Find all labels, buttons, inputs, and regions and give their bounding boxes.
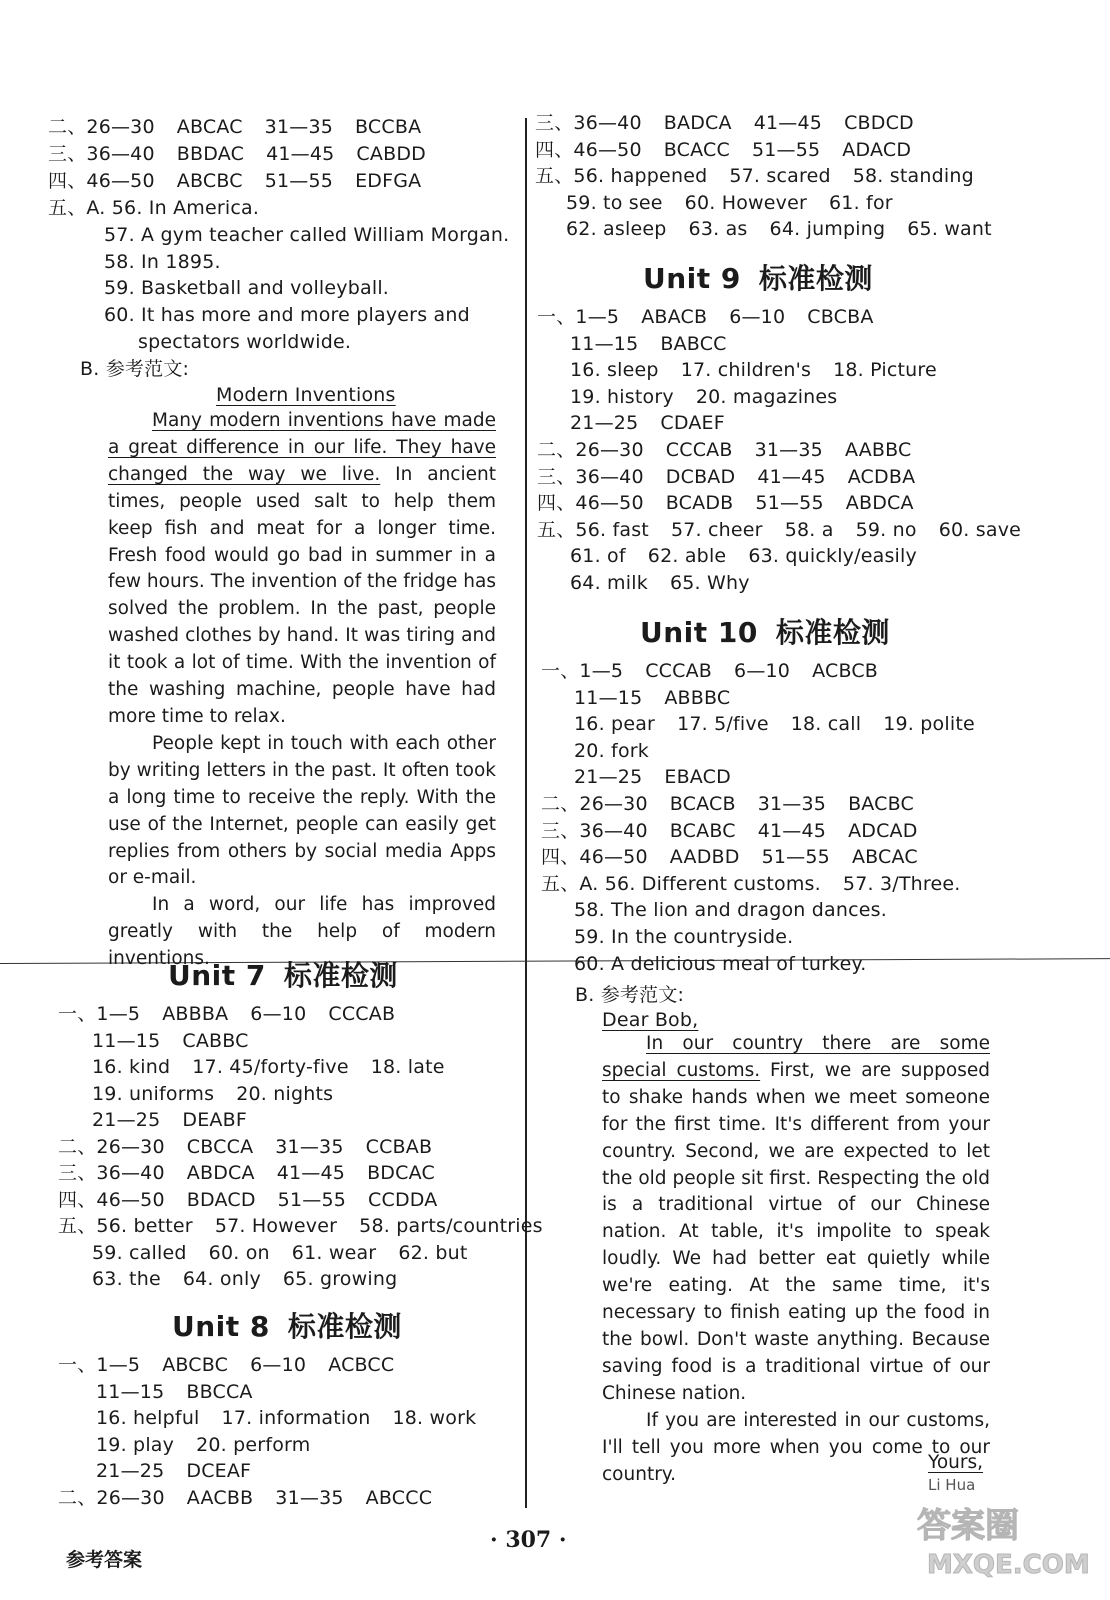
answer-text: AABBC [844, 439, 912, 461]
answer-text: BCCBA [355, 116, 422, 138]
answer-line [537, 491, 914, 515]
unit10-heading: Unit 10 标准检测 [640, 616, 890, 649]
answer-text: 57. cheer [670, 518, 763, 541]
answer-text: ADCAD [848, 819, 918, 842]
answer-text: 41—45 [276, 1162, 346, 1184]
letter-greeting: Dear Bob, [602, 1009, 699, 1031]
answer-text: 65. want [907, 218, 992, 240]
answer-text: 31—35 [275, 1486, 344, 1509]
answer-text: 五、56. happened [535, 165, 708, 187]
answer-text: BBCCA [186, 1380, 253, 1403]
answer-text: 41—45 [266, 142, 335, 165]
watermark-logo-line1: 答案圈 [917, 1506, 1019, 1546]
answer-text: 6—10 [250, 1354, 307, 1376]
answer-line [541, 819, 918, 843]
column-divider [525, 118, 527, 1508]
answer-text: 6—10 [250, 1003, 307, 1025]
answer-text: 62. asleep [566, 218, 667, 240]
answer-line [92, 1055, 445, 1079]
answer-text: 21—25 [92, 1109, 161, 1131]
answer-line [58, 1002, 395, 1026]
answer-text: 51—55 [264, 169, 334, 192]
answer-text: BCACB [669, 793, 736, 815]
essay-paragraph: In a word, our life has improved greatly with the help of modern inventions. [108, 894, 496, 970]
essay-label: B. 参考范文: [80, 358, 190, 380]
answer-text: 二、26—30 [537, 439, 644, 461]
answer-text: 31—35 [275, 1135, 344, 1158]
answer-text: 20. fork [574, 739, 649, 762]
answer-text: CBCBA [807, 306, 874, 328]
answer-text: ABCAC [176, 116, 243, 138]
answer-text: 二、26—30 [58, 1135, 165, 1158]
answer-text: CCDDA [368, 1188, 438, 1211]
answer-text: 51—55 [755, 492, 824, 515]
answer-line [541, 845, 918, 869]
answer-text: BCABC [669, 819, 736, 842]
answer-text: 58. standing [852, 165, 974, 187]
answer-text: 59. Basketball and volleyball. [104, 277, 390, 300]
essay-paragraph: People kept in touch with each other by writing letters in the past. It often took a long time to receive the reply. With the use of the Internet, people can easily get replies from others by social media Apps or e-mail. [108, 732, 496, 889]
footer-section-title: 参考答案 [66, 1549, 143, 1571]
answer-text: BABCC [660, 332, 727, 355]
answer-text: DEABF [182, 1109, 247, 1131]
unit7-heading: Unit 7 标准检测 [168, 959, 398, 992]
answer-text: CCCAB [328, 1003, 396, 1025]
answer-text: 57. 3/Three. [842, 872, 961, 895]
answer-line [537, 518, 1021, 542]
answer-line [104, 303, 470, 327]
answer-text: 57. A gym teacher called William Morgan. [104, 223, 510, 246]
answer-line [104, 250, 221, 274]
answer-text: 41—45 [757, 819, 827, 842]
answer-line [574, 925, 793, 949]
answer-text: ADACD [842, 138, 912, 161]
answer-text: BBDAC [176, 142, 245, 165]
answer-text: 57. However [214, 1215, 338, 1237]
answer-text: 17. 45/forty-five [192, 1056, 349, 1078]
answer-line [58, 1353, 394, 1377]
page-number: · 307 · [490, 1527, 567, 1553]
answer-text: 11—15 [574, 686, 643, 709]
answer-text: ABCBC [176, 169, 243, 192]
answer-text: 18. Picture [833, 359, 937, 382]
answer-text: CABBC [182, 1029, 249, 1052]
answer-line [574, 765, 731, 789]
answer-line [48, 115, 421, 139]
answer-text: BACBC [848, 793, 914, 815]
letter-label: B. 参考范文: [575, 984, 685, 1006]
answer-line [58, 1188, 438, 1212]
answer-text: 63. as [688, 218, 748, 240]
answer-text: 三、36—40 [537, 465, 644, 488]
answer-text: 18. late [370, 1056, 445, 1078]
answer-line [570, 571, 750, 595]
answer-line [96, 1433, 310, 1457]
letter-signature: Li Hua [928, 1476, 976, 1494]
answer-text: 58. parts/countries [359, 1215, 543, 1237]
letter-paragraph: If you are interested in our customs, I'll tell you more when you come to our country. [602, 1409, 990, 1485]
answer-text: 一、1—5 [541, 660, 624, 682]
answer-text: 19. polite [883, 713, 975, 736]
answer-text: ACBCC [328, 1354, 395, 1376]
answer-text: 18. work [392, 1407, 477, 1429]
answer-text: 17. 5/five [677, 713, 769, 736]
answer-text: 16. helpful [96, 1407, 200, 1429]
answer-text: 60. However [684, 191, 807, 214]
watermark-logo-line2: MXQE.COM [927, 1550, 1090, 1580]
answer-line [570, 358, 937, 382]
answer-line [48, 196, 259, 220]
answer-line [92, 1241, 468, 1265]
answer-text: 四、46—50 [541, 846, 648, 869]
answer-line [138, 330, 351, 354]
answer-text: CCBAB [365, 1135, 433, 1158]
answer-text: BDACD [186, 1188, 256, 1211]
letter-body [602, 1031, 990, 1488]
answer-text: 三、36—40 [535, 112, 642, 134]
answer-line [574, 712, 975, 736]
answer-line [96, 1380, 253, 1404]
answer-text: 63. the [92, 1268, 161, 1290]
answer-text: 60. save [938, 518, 1022, 541]
answer-text: 四、46—50 [48, 169, 155, 192]
answer-line [92, 1029, 249, 1053]
answer-text: 11—15 [570, 332, 639, 355]
answer-text: DCBAD [665, 465, 736, 488]
answer-text: 五、56. fast [537, 518, 649, 541]
answer-line [58, 1161, 435, 1185]
answer-text: 三、36—40 [541, 819, 648, 842]
unit8-heading: Unit 8 标准检测 [172, 1310, 402, 1343]
answer-text: 四、46—50 [58, 1188, 165, 1211]
answer-line [574, 898, 887, 922]
answer-text: ABBBA [162, 1003, 229, 1025]
answer-line [566, 191, 893, 215]
answer-text: 17. information [221, 1407, 371, 1429]
answer-text: 二、26—30 [58, 1486, 165, 1509]
answer-text: 65. growing [282, 1268, 398, 1290]
answer-text: ABDCA [186, 1162, 255, 1184]
essay-paragraph: Many modern inventions have made a great difference in our life. They have changed the way we live. In ancient times, people used salt to help them keep fish and meat for a longer time. Fresh food would go bad in summer in a few hours. The invention of the fridge has solved the problem. In the past, people washed clothes by hand. It was tiring and it took a lot of time. With the invention of the washing machine, people have had more time to relax. [108, 410, 496, 727]
answer-text: EBACD [664, 766, 731, 789]
answer-line [537, 438, 912, 462]
answer-text: 19. play [96, 1433, 175, 1456]
answer-text: BCADB [665, 492, 734, 515]
answer-text: 19. history [570, 385, 674, 408]
letter-closing: Yours, [928, 1452, 984, 1473]
answer-text: 11—15 [92, 1029, 161, 1052]
answer-line [96, 1459, 251, 1483]
answer-text: 62. but [398, 1241, 468, 1264]
answer-text: 58. a [784, 518, 834, 541]
answer-text: 64. jumping [769, 218, 886, 240]
answer-text: 58. The lion and dragon dances. [574, 899, 887, 922]
answer-text: 五、56. better [58, 1215, 193, 1237]
answer-text: 63. quickly/easily [748, 545, 917, 568]
answer-text: BCACC [663, 138, 730, 161]
answer-text: 58. In 1895. [104, 250, 221, 273]
answer-text: 三、36—40 [58, 1162, 165, 1184]
answer-line [92, 1108, 247, 1132]
answer-text: ABACB [641, 306, 708, 328]
unit9-heading: Unit 9 标准检测 [643, 262, 873, 295]
answer-text: 17. children's [680, 359, 812, 382]
answer-line [541, 659, 878, 683]
answer-line [537, 465, 915, 489]
answer-text: 6—10 [729, 306, 786, 328]
answer-text: 65. Why [669, 572, 750, 594]
answer-text: 21—25 [96, 1460, 165, 1482]
answer-text: 二、26—30 [48, 116, 155, 138]
answer-line [570, 411, 725, 435]
essay-title: Modern Inventions [216, 384, 396, 406]
answer-text: CCCAB [665, 439, 733, 461]
answer-line [541, 792, 914, 816]
letter-underlined-sentence: In our country there are some special customs. [602, 1033, 990, 1081]
answer-text: 一、1—5 [537, 306, 620, 328]
answer-line [566, 217, 992, 241]
answer-line [574, 739, 649, 763]
answer-line [570, 332, 727, 356]
answer-text: CBCCA [186, 1135, 254, 1158]
answer-text: 59. In the countryside. [574, 926, 794, 948]
answer-text: 五、A. 56. In America. [48, 196, 260, 219]
answer-text: 16. pear [574, 713, 656, 736]
answer-text: 16. sleep [570, 359, 659, 382]
answer-text: 19. uniforms [92, 1082, 215, 1105]
answer-text: ABBBC [664, 686, 731, 709]
answer-text: 57. scared [729, 165, 831, 187]
answer-text: EDFGA [355, 169, 422, 192]
answer-text: BDCAC [367, 1162, 435, 1184]
answer-text: 41—45 [753, 112, 823, 134]
answer-text: 五、A. 56. Different customs. [541, 872, 821, 895]
watermark-logo [905, 1485, 1090, 1585]
answer-text: 64. milk [570, 572, 648, 594]
answer-text: 31—35 [757, 793, 827, 815]
answer-text: 18. call [790, 713, 862, 736]
answer-text: 59. to see [566, 191, 663, 214]
answer-line [92, 1267, 397, 1291]
answer-text: 31—35 [264, 116, 334, 138]
answer-line [570, 385, 837, 409]
answer-text: 20. magazines [695, 385, 838, 408]
letter-paragraph: In our country there are some special customs. First, we are supposed to shake hands when we meet someone for the first time. It's different from your country. Second, we are expected to let the old people sit first. Respecting the old is a traditional virtue of our Chinese nation. At table, it's impolite to speak loudly. We had better eat quietly while we're eating. At the same time, it's necessary to finish eating up the food in the bowl. Don't waste anything. Because saving food is a traditional virtue of our Chinese nation. [602, 1033, 990, 1404]
answer-line [58, 1214, 543, 1238]
answer-line [537, 305, 874, 329]
answer-text: 三、36—40 [48, 142, 155, 165]
answer-line [570, 544, 917, 568]
answer-text: 四、46—50 [537, 492, 644, 515]
answer-text: 61. wear [291, 1241, 377, 1264]
answer-text: CABDD [356, 142, 426, 165]
answer-text: 6—10 [734, 660, 791, 682]
answer-text: ACDBA [847, 465, 916, 488]
answer-text: ABCAC [851, 846, 918, 869]
answer-text: AACBB [186, 1486, 254, 1509]
answer-text: 20. perform [196, 1433, 311, 1456]
answer-text: 60. A delicious meal of turkey. [574, 952, 867, 975]
essay-body [108, 408, 496, 973]
answer-text: ABCCC [365, 1486, 433, 1509]
answer-line [541, 872, 961, 896]
answer-text: 二、26—30 [541, 793, 648, 815]
answer-text: 59. called [92, 1241, 187, 1264]
answer-text: 60. on [208, 1241, 270, 1264]
answer-text: 59. no [855, 518, 917, 541]
answer-text: BADCA [663, 112, 732, 134]
answer-text: 51—55 [277, 1188, 347, 1211]
answer-text: 四、46—50 [535, 138, 642, 161]
answer-line [574, 952, 867, 976]
answer-text: 21—25 [570, 412, 639, 435]
answer-text: 31—35 [754, 439, 823, 461]
answer-line [48, 142, 426, 166]
answer-text: ABDCA [845, 492, 914, 515]
answer-text: 20. nights [236, 1082, 334, 1105]
answer-text: 61. of [570, 545, 626, 568]
answer-text: 51—55 [761, 846, 830, 869]
answer-text: 61. for [829, 191, 893, 214]
answer-text: 16. kind [92, 1056, 171, 1078]
answer-text: ACBCB [812, 660, 879, 682]
answer-text: 62. able [647, 545, 727, 568]
answer-text: 41—45 [757, 465, 826, 488]
answer-text: 21—25 [574, 766, 643, 789]
answer-line [48, 169, 421, 193]
answer-line [92, 1082, 333, 1106]
answer-line [535, 164, 974, 188]
answer-text: spectators worldwide. [138, 331, 352, 354]
answer-text: 一、1—5 [58, 1003, 141, 1025]
answer-text: AADBD [669, 846, 740, 869]
answer-text: 51—55 [751, 138, 821, 161]
answer-text: 一、1—5 [58, 1354, 141, 1376]
answer-text: 60. It has more and more players and [104, 304, 470, 327]
answer-line [96, 1406, 476, 1430]
answer-line [104, 223, 509, 247]
answer-line [58, 1486, 432, 1510]
answer-text: 64. only [182, 1268, 261, 1290]
answer-text: CDAEF [660, 412, 725, 435]
answer-text: DCEAF [186, 1460, 252, 1482]
answer-line [104, 276, 389, 300]
answer-line [535, 111, 914, 135]
answer-line [574, 686, 730, 710]
answer-text: CCCAB [645, 660, 713, 682]
answer-line [535, 138, 911, 162]
essay-underlined-sentence: Many modern inventions have made a great difference in our life. They have changed the way we live. [108, 410, 496, 485]
answer-text: CBDCD [844, 112, 914, 134]
answer-text: 11—15 [96, 1380, 165, 1403]
answer-line [58, 1135, 432, 1159]
answer-text: ABCBC [162, 1354, 229, 1376]
